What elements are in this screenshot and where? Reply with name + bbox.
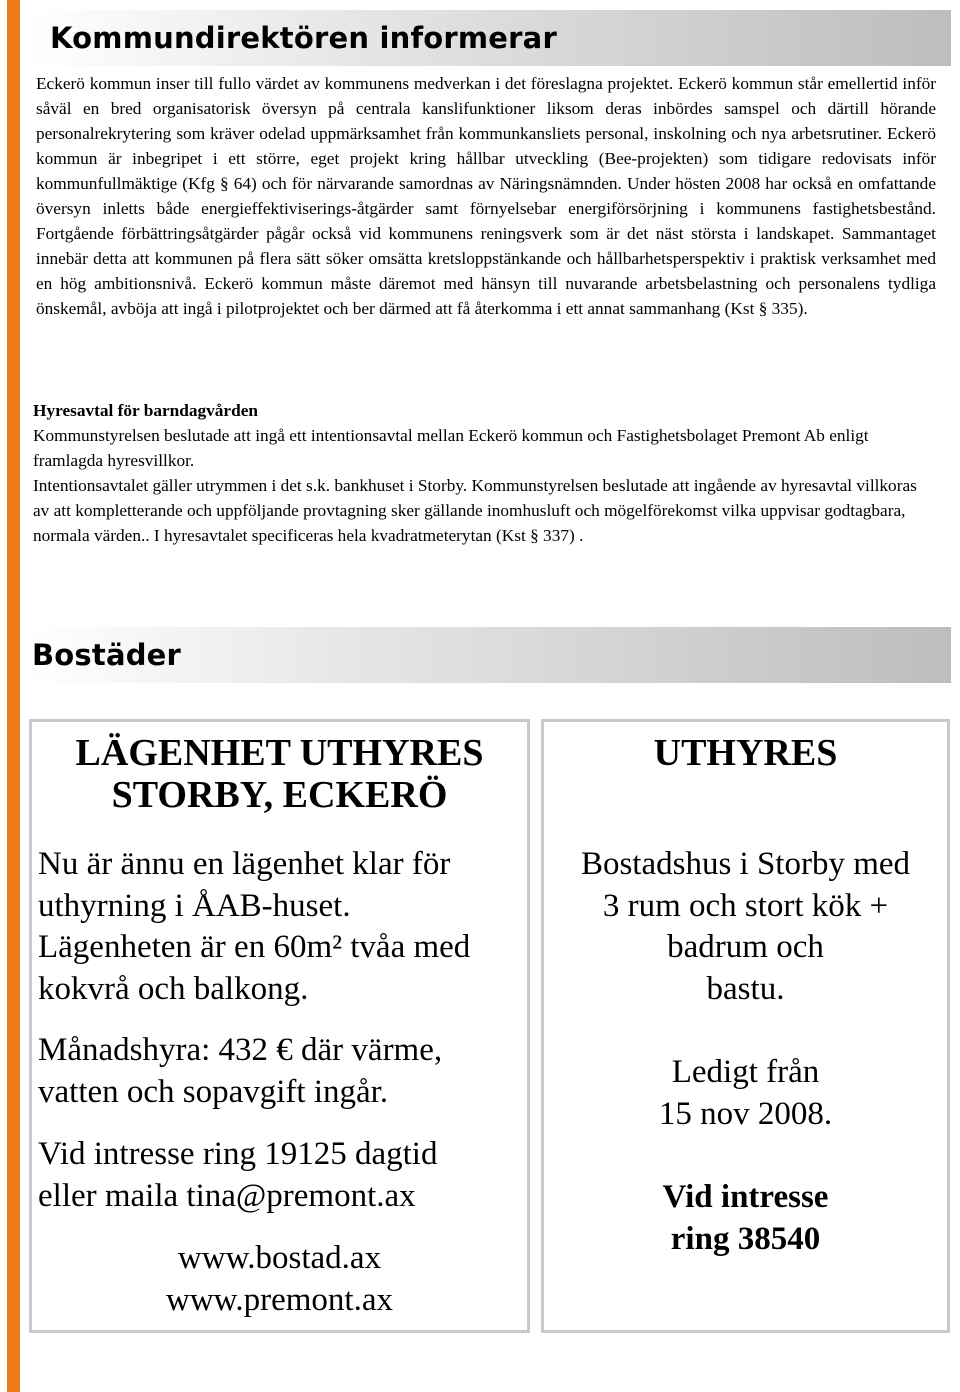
kommundirektoren-body-text: Eckerö kommun inser till fullo värdet av kommunens medverkan i det föreslagna projektet. Eckerö kommun står emellertid inför såväl en bred organisatorisk översyn på centrala kanslifunktioner liksom deras inbördes samspel och därtill hörande personalrekrytering som kräver odelad uppmärksamhet från kommunkansliets personal, inskolning och nya arbetsrutiner. Eckerö kommun är inbegripet i ett större, eget projekt kring hållbar utveckling (Bee-projekten) som tidigare redovisats inför kommunfullmäktige (Kfg § 64) och för närvarande samordnas av Näringsnämnden. Under hösten 2008 har också en omfattande översyn inletts både energieffektiviserings-åtgärder samt förnyelsebar energiförsörjning i kommunens fastighetsbestånd. Fortgående förbättringsåtgärder pågår också vid kommunens reningsverk som är det näst största i landskapet. Sammantaget innebär detta att kommunen på flera sätt söker omsätta kretsloppstänkande och hållbarhetsperspektiv i praktisk verksamhet med en hög ambitionsnivå. Eckerö kommun måste däremot med hänsyn till nuvarande arbetsbelastning och personalens tydliga önskemål, avböja att ingå i pilotprojektet och ber därmed att få återkomma i ett annat sammanhang (Kst § 335). (36, 74, 936, 318)
apartment-ad-contact: Vid intresse ring 19125 dagtid eller maila tina@premont.ax (38, 1136, 438, 1214)
section-heading-bostader: Bostäder (32, 638, 182, 672)
apartment-rental-ad (29, 719, 530, 1333)
house-ad-description: Bostadshus i Storby med 3 rum och stort kök + badrum och bastu. (580, 846, 911, 1007)
house-ad-availability: Ledigt från 15 nov 2008. (658, 1054, 833, 1132)
hyresavtal-title: Hyresavtal för barndagvården (33, 401, 258, 420)
left-accent-bar (7, 0, 20, 1392)
house-ad-contact: Vid intresse ring 38540 (662, 1179, 829, 1257)
apartment-ad-websites: www.bostad.ax www.premont.ax (166, 1240, 393, 1318)
hyresavtal-paragraph-2: Intentionsavtalet gäller utrymmen i det s.k. bankhuset i Storby. Kommunstyrelsen beslutade att ingående av hyresavtal villkoras av att kompletterande och uppföljande provtagning sker gällande inomhusluft och mögelförekomst vilka uppvisar godtagbara, normala värden.. I hyresavtalet specificeras hela kvadratmeterytan (Kst § 337) . (33, 476, 917, 545)
apartment-ad-title: LÄGENHET UTHYRES STORBY, ECKERÖ (75, 732, 484, 816)
hyresavtal-section (33, 398, 933, 548)
apartment-ad-description: Nu är ännu en lägenhet klar för uthyrning i ÅAB-huset. Lägenheten är en 60m² tvåa med kokvrå och balkong. (38, 846, 471, 1007)
section-heading-kommundirektoren: Kommundirektören informerar (50, 21, 557, 55)
hyresavtal-paragraph-1: Kommunstyrelsen beslutade att ingå ett intentionsavtal mellan Eckerö kommun och Fastighetsbolaget Premont Ab enligt framlagda hyresvillkor. (33, 426, 869, 470)
apartment-ad-rent: Månadshyra: 432 € där värme, vatten och sopavgift ingår. (38, 1032, 443, 1110)
house-rental-ad (541, 719, 950, 1333)
house-ad-title: UTHYRES (653, 732, 838, 774)
